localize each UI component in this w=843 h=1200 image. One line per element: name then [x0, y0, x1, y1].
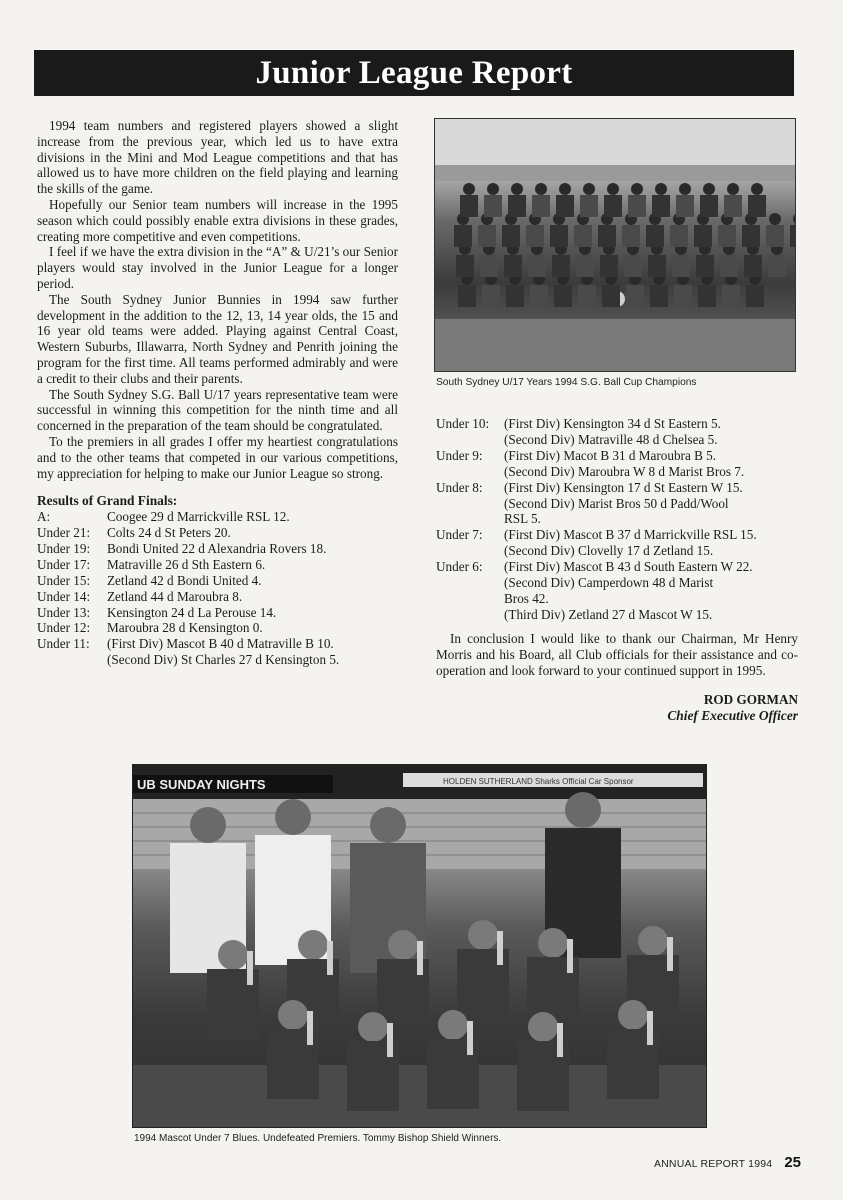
result-line: Maroubra 28 d Kensington 0. [107, 620, 263, 636]
page-title: Junior League Report [255, 54, 573, 91]
team-photo-mascot-u7-image [133, 765, 706, 1127]
results-heading: Results of Grand Finals: [37, 493, 178, 509]
result-scores [107, 557, 398, 573]
result-scores [107, 509, 398, 525]
result-line: (First Div) Mascot B 40 d Matraville B 10. [107, 636, 334, 652]
result-grade: Under 15: [37, 572, 91, 588]
result-line: (Second Div) Clovelly 17 d Zetland 15. [504, 543, 714, 559]
result-line: Zetland 44 d Maroubra 8. [107, 588, 243, 604]
team-photo-mascot-u7 [132, 764, 707, 1128]
result-grade: Under 12: [37, 620, 91, 636]
result-grade: Under 11: [37, 636, 90, 652]
result-scores [504, 448, 798, 480]
result-line: Kensington 24 d La Perouse 14. [107, 604, 277, 620]
result-line: (Second Div) Matraville 48 d Chelsea 5. [504, 431, 718, 447]
result-line: (Second Div) St Charles 27 d Kensington 5. [107, 652, 340, 668]
result-scores [107, 541, 398, 557]
result-scores [504, 416, 798, 448]
result-grade: Under 17: [37, 556, 91, 572]
signature-title: Chief Executive Officer [667, 707, 798, 723]
paragraph: The South Sydney S.G. Ball U/17 years representative team were successful in winning this competition for the ninth time and all concerned in the preparation of the team should be congratulated. [37, 386, 398, 434]
result-grade: Under 10: [436, 416, 490, 431]
result-row [436, 480, 798, 528]
title-banner [34, 50, 794, 96]
result-scores [504, 559, 798, 623]
paragraph: Hopefully our Senior team numbers will increase in the 1995 season which could possibly enable extra divisions in these grades, creating more competitive and even competitions. [37, 196, 398, 244]
page-footer [654, 1154, 801, 1171]
signature-name: ROD GORMAN [703, 691, 798, 707]
result-line: Zetland 42 d Bondi United 4. [107, 572, 262, 588]
photo-caption-top: South Sydney U/17 Years 1994 S.G. Ball Cup Champions [436, 377, 697, 388]
paragraph: 1994 team numbers and registered players showed a slight increase from the previous year, which led us to have extra divisions in the Mini and Mod League competitions and that has allowed us to have more children on the field playing and learning the skills of the game. [37, 118, 398, 197]
result-line: (First Div) Kensington 17 d St Eastern W 15. [504, 479, 743, 495]
result-grade: A: [37, 509, 51, 525]
stadium-banner-text: UB SUNDAY NIGHTS [137, 777, 266, 792]
result-scores [504, 527, 798, 559]
footer-label: ANNUAL REPORT 1994 [653, 1158, 773, 1170]
left-column [37, 118, 398, 668]
result-line: (First Div) Kensington 34 d St Eastern 5. [504, 416, 721, 431]
result-line: Matraville 26 d Sth Eastern 6. [107, 556, 266, 572]
result-row [37, 541, 398, 557]
result-line: Coogee 29 d Marrickville RSL 12. [107, 509, 290, 525]
conclusion-paragraph: In conclusion I would like to thank our Chairman, Mr Henry Morris and his Board, all Club officials for their assistance and co-operation and look forward to your continued support in 1995. [436, 630, 798, 678]
paragraph: I feel if we have the extra division in the “A” & U/21’s our Senior players would stay involved in the Junior League for a longer period. [37, 244, 398, 291]
right-column [436, 416, 798, 724]
result-scores [107, 620, 398, 636]
team-photo-u17 [434, 118, 796, 372]
result-scores [107, 605, 398, 621]
sponsor-banner-text: HOLDEN SUTHERLAND Sharks Official Car Sponsor [443, 777, 634, 786]
result-line: (Second Div) Maroubra W 8 d Marist Bros 7. [504, 463, 745, 479]
result-row [436, 416, 798, 448]
result-line: (Third Div) Zetland 27 d Mascot W 15. [504, 606, 713, 622]
result-line: Colts 24 d St Peters 20. [107, 525, 231, 541]
result-row [37, 525, 398, 541]
result-line: (Second Div) Camperdown 48 d Marist [504, 575, 714, 591]
page-number: 25 [784, 1154, 801, 1171]
result-line: RSL 5. [504, 511, 541, 527]
result-grade: Under 14: [37, 588, 91, 604]
result-row [37, 557, 398, 573]
result-grade: Under 7: [436, 527, 483, 543]
result-row [37, 636, 398, 668]
result-line: (First Div) Mascot B 43 d South Eastern W 22. [504, 559, 753, 575]
results-list-left [37, 509, 398, 668]
photo-caption-bottom: 1994 Mascot Under 7 Blues. Undefeated Premiers. Tommy Bishop Shield Winners. [134, 1133, 502, 1144]
result-grade: Under 13: [37, 604, 91, 620]
team-photo-u17-image [435, 119, 795, 371]
result-scores [107, 573, 398, 589]
result-line: (Second Div) Marist Bros 50 d Padd/Wool [504, 495, 729, 511]
result-row [37, 509, 398, 525]
result-scores [107, 636, 398, 668]
result-line: Bros 42. [504, 590, 549, 606]
result-row [37, 605, 398, 621]
result-line: Bondi United 22 d Alexandria Rovers 18. [107, 540, 327, 556]
result-grade: Under 6: [436, 559, 483, 575]
result-row [436, 448, 798, 480]
result-line: (First Div) Mascot B 37 d Marrickville RSL 15. [504, 527, 757, 543]
result-row [37, 620, 398, 636]
result-scores [107, 589, 398, 605]
result-row [436, 559, 798, 623]
signature-block [436, 692, 798, 724]
result-row [37, 573, 398, 589]
report-body [37, 118, 398, 481]
result-grade: Under 9: [436, 447, 483, 463]
result-grade: Under 19: [37, 540, 91, 556]
result-scores [504, 480, 798, 528]
result-row [37, 589, 398, 605]
result-row [436, 527, 798, 559]
results-list-right [436, 416, 798, 623]
result-grade: Under 8: [436, 479, 483, 495]
result-scores [107, 525, 398, 541]
result-line: (First Div) Macot B 31 d Maroubra B 5. [504, 447, 717, 463]
paragraph: To the premiers in all grades I offer my heartiest congratulations and to the other teams that competed in our various competitions, my appreciation for helping to make our Junior League so strong. [37, 433, 398, 481]
result-grade: Under 21: [37, 525, 91, 541]
paragraph: The South Sydney Junior Bunnies in 1994 saw further development in the addition to the 12, 13, 14 year olds, the 15 and 16 year old teams were added. Playing against Central Coast, Western Suburbs, Illawarra, North Sydney and Penrith joining the program for the first time. All teams performed admirably and were a credit to their clubs and their parents. [37, 291, 398, 386]
